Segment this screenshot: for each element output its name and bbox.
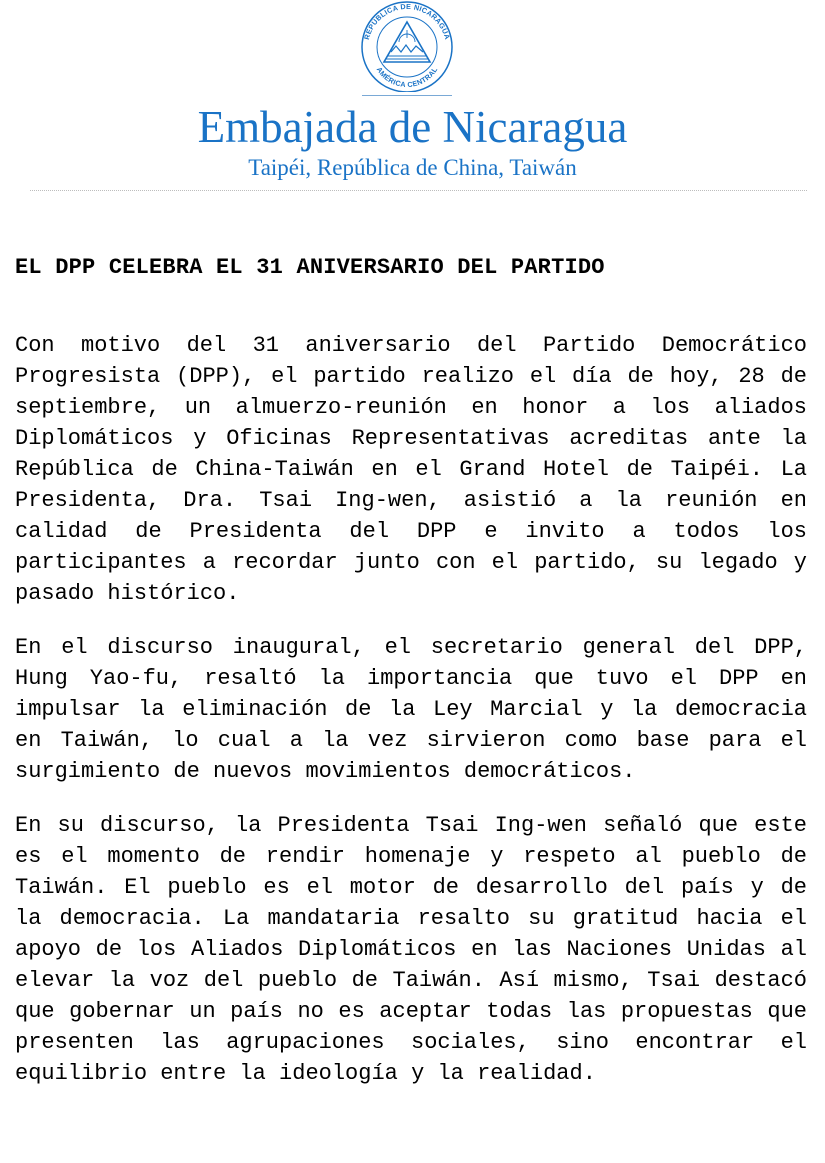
article-paragraph-2: En el discurso inaugural, el secretario general del DPP, Hung Yao-fu, resaltó la importancia que tuvo el DPP en impulsar la eliminación de la Ley Marcial y la democracia en Taiwán, lo cual a la vez sirvieron como base para el surgimiento de nuevos movimientos democráticos. <box>15 635 807 784</box>
article-headline: EL DPP CELEBRA EL 31 ANIVERSARIO DEL PARTIDO <box>15 255 605 280</box>
embassy-location: Taipéi, República de China, Taiwán <box>248 155 577 180</box>
seal-underline <box>362 95 452 96</box>
press-release <box>15 253 807 1089</box>
seal-bottom-text: AMÉRICA CENTRAL <box>374 65 440 90</box>
article-paragraph-1: Con motivo del 31 aniversario del Partido Democrático Progresista (DPP), el partido realizo el día de hoy, 28 de septiembre, un almuerzo-reunión en honor a los aliados Diplomáticos y Oficinas Representativas acreditas ante la República de China-Taiwán en el Grand Hotel de Taipéi. La Presidenta, Dra. Tsai Ing-wen, asistió a la reunión en calidad de Presidenta del DPP e invito a todos los participantes a recordar junto con el partido, su legado y pasado histórico. <box>15 333 807 606</box>
header-divider <box>30 190 807 191</box>
letterhead <box>0 0 825 200</box>
embassy-name: Embajada de Nicaragua <box>197 102 628 152</box>
seal-top-text: REPÚBLICA DE NICARAGUA <box>361 1 453 41</box>
article-paragraph-3: En su discurso, la Presidenta Tsai Ing-wen señaló que este es el momento de rendir homenaje y respeto al pueblo de Taiwán. El pueblo es el motor de desarrollo del país y de la democracia. La mandataria resalto su gratitud hacia el apoyo de los Aliados Diplomáticos en las Naciones Unidas al elevar la voz del pueblo de Taiwán. Así mismo, Tsai destacó que gobernar un país no es aceptar todas las propuestas que presenten las agrupaciones sociales, sino encontrar el equilibrio entre la ideología y la realidad. <box>15 813 807 1086</box>
coat-of-arms-seal <box>358 0 456 92</box>
